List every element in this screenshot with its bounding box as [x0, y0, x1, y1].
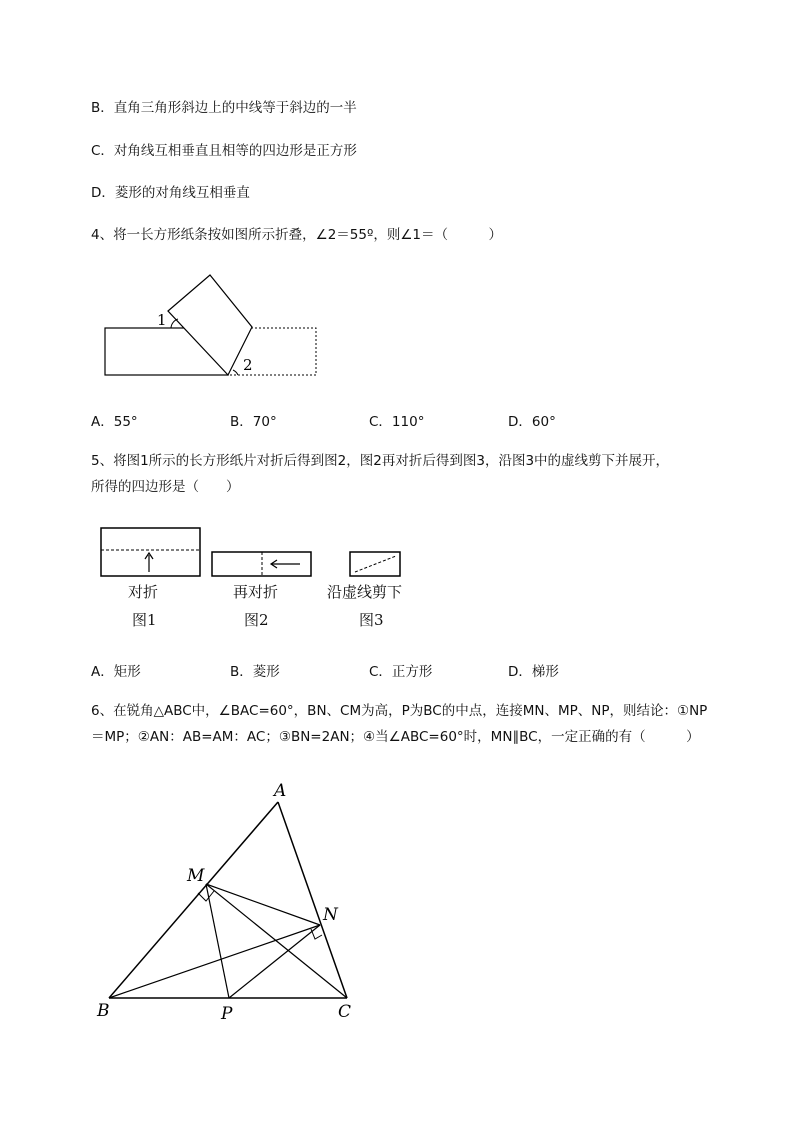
- q4-stem: 4、将一长方形纸条按如图所示折叠，∠2＝55º，则∠1＝（ ）: [91, 227, 503, 243]
- q3-option-b: B．直角三角形斜边上的中线等于斜边的一半: [91, 100, 357, 116]
- point-p-label: P: [221, 1004, 233, 1024]
- q4-option-d: D．60°: [508, 414, 556, 430]
- vertex-c-label: C: [338, 1002, 352, 1022]
- q5-option-a: A．矩形: [91, 664, 141, 680]
- q5-option-b: B．菱形: [230, 664, 280, 680]
- q4-angle1-label: 1: [157, 311, 167, 329]
- q4-folded-strip-figure: [95, 265, 330, 385]
- q3-option-c: C．对角线互相垂直且相等的四边形是正方形: [91, 143, 357, 159]
- fig3-caption: 沿虚线剪下: [327, 583, 403, 601]
- q5-options: [91, 660, 691, 678]
- q4-option-b: B．70°: [230, 414, 277, 430]
- q5-option-d: D．梯形: [508, 664, 559, 680]
- q4-options: [91, 410, 691, 428]
- q5-stem-line2: 所得的四边形是（ ）: [91, 479, 240, 495]
- q6-triangle-figure: [90, 770, 390, 1030]
- vertex-b-label: B: [97, 1001, 110, 1021]
- vertex-a-label: A: [274, 781, 287, 801]
- q4-option-a: A．55°: [91, 414, 138, 430]
- fig3-label: 图3: [359, 611, 384, 629]
- q5-option-c: C．正方形: [369, 664, 433, 680]
- fig1-caption: 对折: [128, 583, 159, 601]
- fig2-caption: 再对折: [233, 583, 279, 601]
- point-m-label: M: [187, 866, 205, 886]
- fig2-label: 图2: [244, 611, 269, 629]
- q4-option-c: C．110°: [369, 414, 425, 430]
- q6-stem-line1: 6、在锐角△ABC中，∠BAC=60°，BN、CM为高，P为BC的中点，连接MN、MP、NP，则结论：①NP: [91, 703, 708, 719]
- point-n-label: N: [323, 905, 338, 925]
- q6-stem-line2: ＝MP；②AN：AB=AM：AC；③BN=2AN；④当∠ABC=60°时，MN∥BC，一定正确的有（ ）: [91, 729, 700, 745]
- fig1-label: 图1: [132, 611, 157, 629]
- q5-stem-line1: 5、将图1所示的长方形纸片对折后得到图2，图2再对折后得到图3，沿图3中的虚线剪下并展开，: [91, 453, 670, 469]
- q3-option-d: D．菱形的对角线互相垂直: [91, 185, 250, 201]
- q4-angle2-label: 2: [243, 356, 253, 374]
